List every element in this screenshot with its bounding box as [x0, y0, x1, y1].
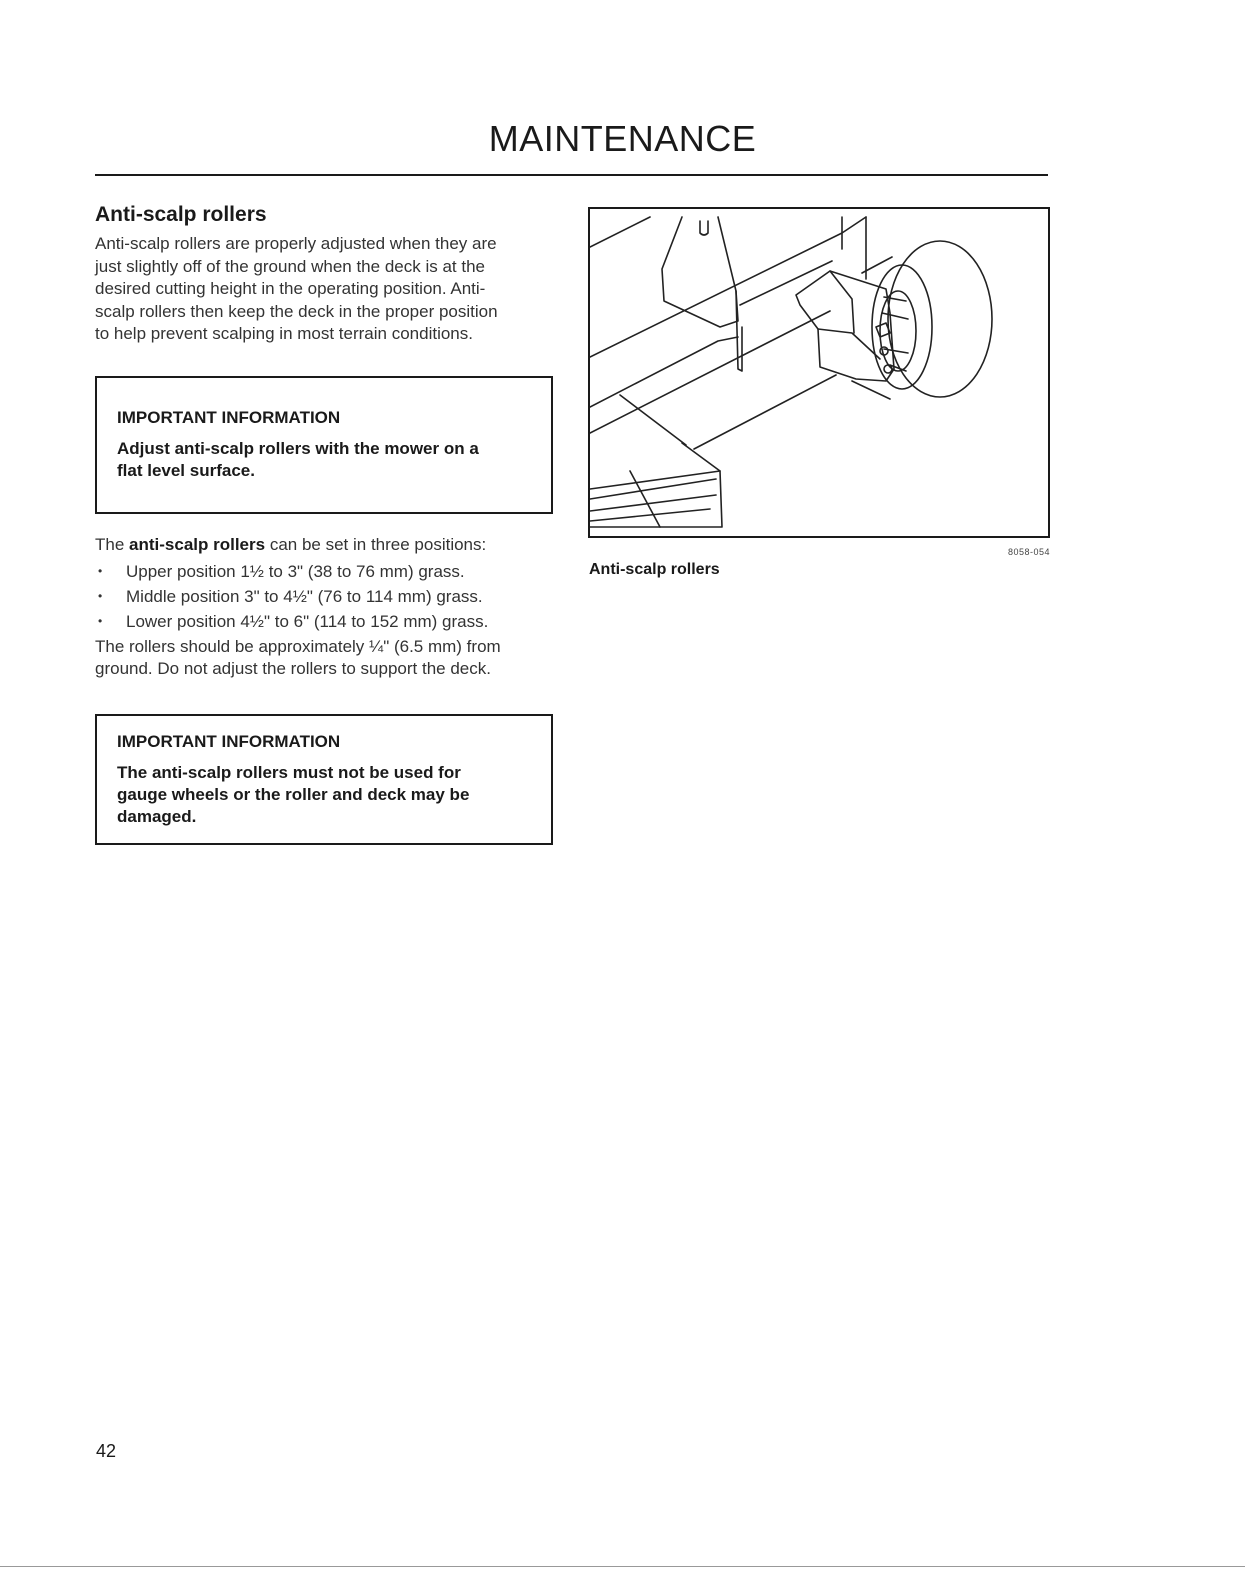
bolt-hole	[884, 365, 892, 373]
info-line: The anti-scalp rollers must not be used for	[117, 763, 461, 782]
deck-skirt-top	[682, 443, 720, 471]
deck-cross-line	[620, 395, 686, 445]
section-intro	[95, 203, 557, 346]
positions-intro-prefix: The	[95, 535, 125, 554]
list-item-text: Upper position 1½ to 3" (38 to 76 mm) grass.	[126, 562, 465, 581]
list-item	[95, 559, 557, 584]
positions-list	[95, 559, 557, 634]
info-box-heading: IMPORTANT INFORMATION	[117, 408, 341, 427]
deck-lower-line	[590, 311, 830, 433]
page-title: MAINTENANCE	[488, 118, 757, 159]
deck-mid-line	[590, 337, 738, 407]
bullet-icon: •	[98, 589, 103, 603]
list-item	[95, 609, 557, 634]
deck-top-line	[590, 217, 866, 357]
info-box-text	[117, 762, 531, 828]
deck-base-line	[694, 375, 836, 449]
note-line: ground. Do not adjust the rollers to support the deck.	[95, 659, 491, 678]
deck-inner-line	[740, 261, 832, 305]
positions-intro	[95, 532, 557, 557]
intro-line: just slightly off of the ground when the deck is at the	[95, 256, 485, 276]
intro-line: to help prevent scalping in most terrain conditions.	[95, 324, 473, 343]
post-lines	[842, 217, 866, 279]
important-info-box-level-surface	[95, 376, 553, 514]
section-heading: Anti-scalp rollers	[95, 203, 267, 226]
info-line: Adjust anti-scalp rollers with the mower on a	[117, 439, 479, 458]
intro-line: scalp rollers then keep the deck in the proper position	[95, 301, 498, 321]
bottom-rule	[0, 1566, 1245, 1567]
figure-code: 8058-054	[1007, 547, 1050, 557]
info-line: damaged.	[117, 807, 197, 826]
bracket-slot	[700, 221, 708, 235]
note-line: The rollers should be approximately ¼" (6.5 mm) from	[95, 637, 501, 656]
title-rule	[95, 174, 1048, 176]
positions-intro-suffix: can be set in three positions:	[269, 535, 487, 554]
roller-bracket-fold	[818, 329, 880, 359]
page-number: 42	[96, 1441, 117, 1461]
deck-edge-line	[590, 217, 650, 247]
list-item-text: Lower position 4½" to 6" (114 to 152 mm) grass.	[126, 612, 489, 631]
roller-drawing	[590, 209, 1048, 536]
list-item	[95, 584, 557, 609]
info-line: flat level surface.	[117, 461, 255, 480]
anti-scalp-roller-illustration	[588, 207, 1050, 538]
info-box-heading: IMPORTANT INFORMATION	[117, 732, 341, 751]
roller-wheel-hub	[880, 291, 916, 371]
list-item-text: Middle position 3" to 4½" (76 to 114 mm) grass.	[126, 587, 483, 606]
intro-line: Anti-scalp rollers are properly adjusted when they are	[95, 234, 497, 253]
roller-bracket-edge	[830, 271, 854, 333]
bullet-icon: •	[98, 614, 103, 628]
info-line: gauge wheels or the roller and deck may be	[117, 785, 470, 804]
rollers-note	[95, 636, 557, 680]
figure-caption: Anti-scalp rollers	[589, 561, 720, 578]
intro-line: desired cutting height in the operating position. Anti-	[95, 279, 486, 298]
important-info-box-gauge-wheels	[95, 714, 553, 845]
positions-intro-bold: anti-scalp rollers	[129, 535, 266, 554]
intro-paragraph	[95, 233, 557, 346]
positions-block	[95, 532, 557, 680]
info-box-text	[117, 438, 531, 482]
bullet-icon: •	[98, 564, 103, 578]
